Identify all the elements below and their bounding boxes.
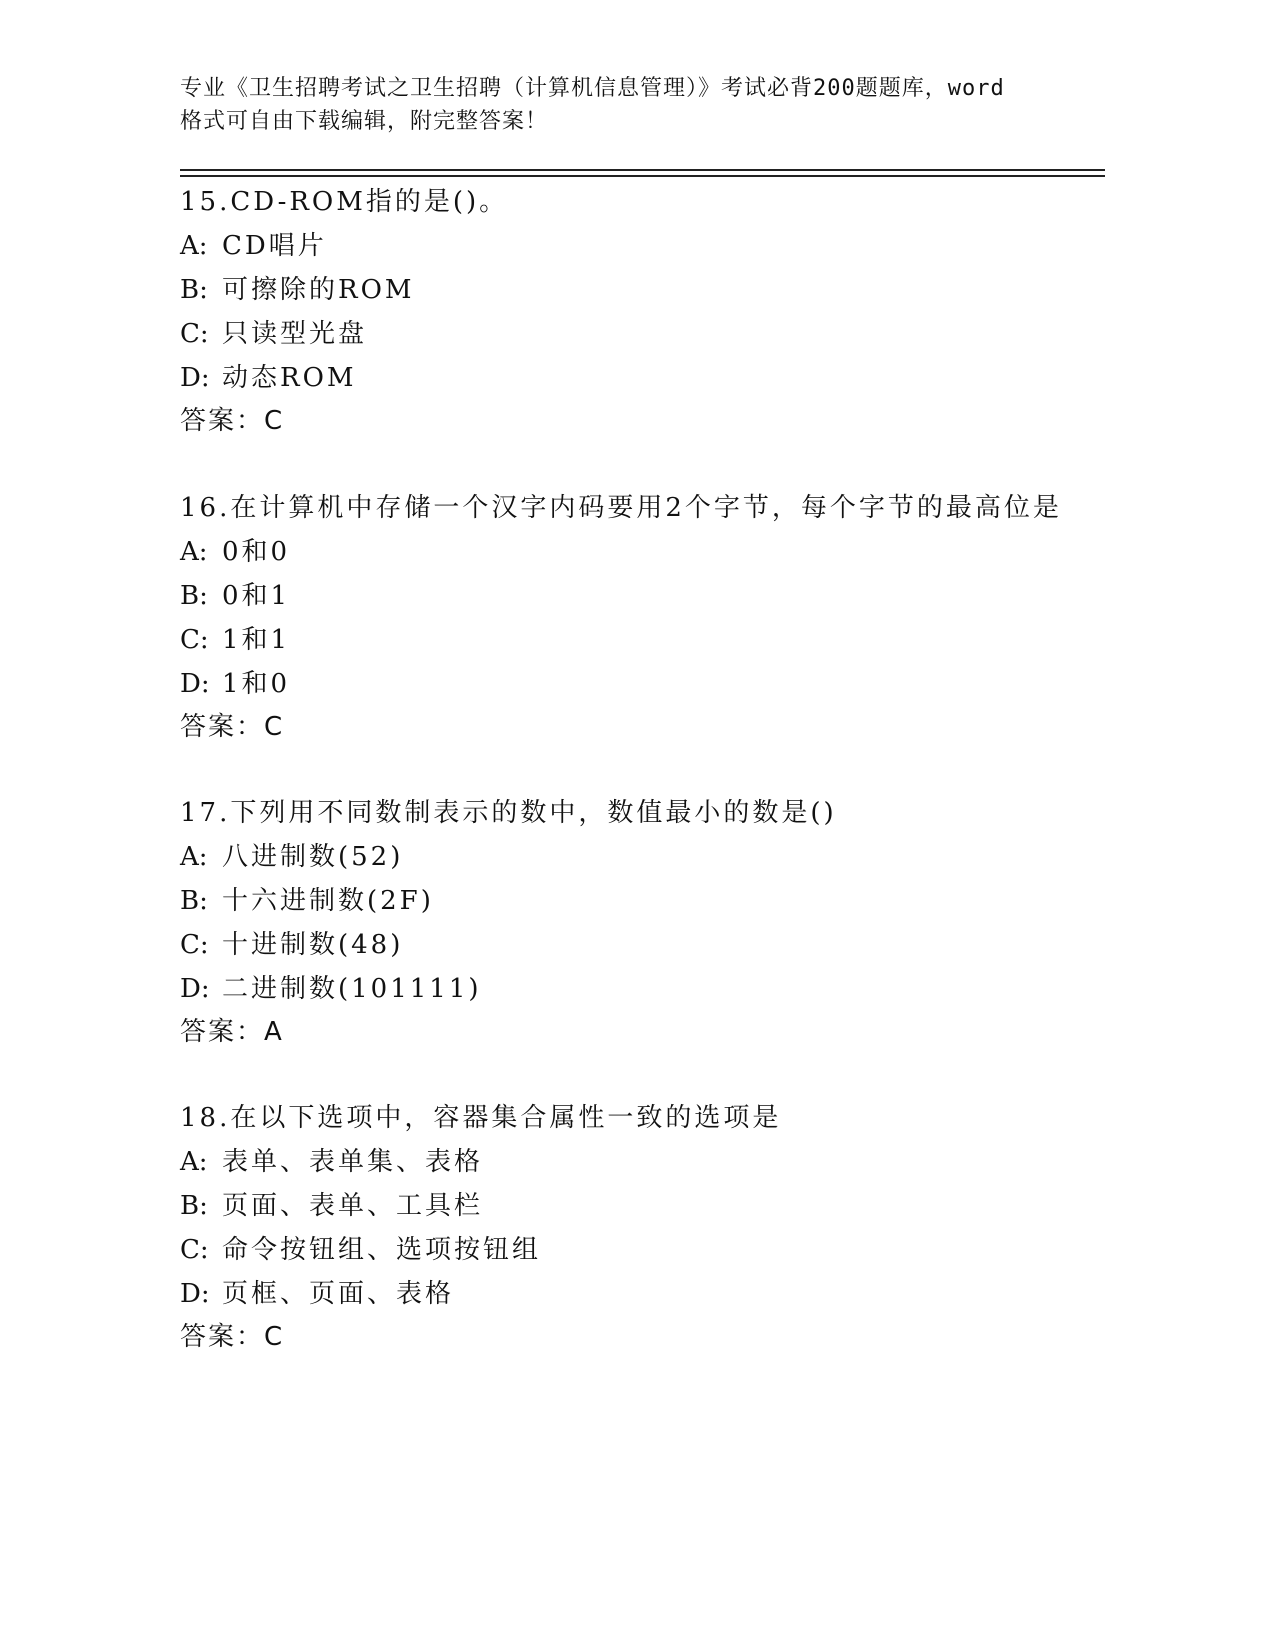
option-a xyxy=(180,224,327,268)
option-b xyxy=(180,1184,483,1228)
answer-line xyxy=(180,1010,284,1054)
answer-line xyxy=(180,1315,284,1359)
option-label: A: xyxy=(180,231,208,261)
question-text: 18.在以下选项中，容器集合属性一致的选项是 xyxy=(180,1103,782,1133)
answer-value: A xyxy=(264,1017,284,1047)
option-text: 1和1 xyxy=(222,625,291,655)
option-text: 0和1 xyxy=(222,581,291,611)
option-label: B: xyxy=(180,275,208,305)
header-line-1: 专业《卫生招聘考试之卫生招聘（计算机信息管理）》考试必背200题题库，word xyxy=(180,76,1005,101)
header-line-2: 格式可自由下载编辑，附完整答案！ xyxy=(180,109,549,134)
option-a xyxy=(180,530,290,574)
question-text: 16.在计算机中存储一个汉字内码要用2个字节，每个字节的最高位是 xyxy=(180,493,1062,523)
option-c xyxy=(180,1228,541,1272)
option-text: CD唱片 xyxy=(222,231,327,261)
option-text: 十进制数(48) xyxy=(222,930,404,960)
option-label: C: xyxy=(180,1235,209,1265)
option-d xyxy=(180,1272,454,1316)
option-text: 1和0 xyxy=(222,669,291,699)
option-text: 八进制数(52) xyxy=(222,842,404,872)
option-d xyxy=(180,662,290,706)
option-label: D: xyxy=(180,363,210,393)
option-b xyxy=(180,268,415,312)
answer-label: 答案： xyxy=(180,1017,265,1047)
option-label: A: xyxy=(180,537,208,567)
option-text: 页面、表单、工具栏 xyxy=(222,1191,484,1221)
option-text: 二进制数(101111) xyxy=(222,974,482,1004)
option-text: 0和0 xyxy=(222,537,291,567)
option-label: D: xyxy=(180,669,210,699)
option-text: 只读型光盘 xyxy=(222,319,368,349)
option-label: B: xyxy=(180,1191,208,1221)
option-c xyxy=(180,618,290,662)
answer-line xyxy=(180,399,284,443)
option-c xyxy=(180,923,403,967)
option-label: A: xyxy=(180,842,208,872)
option-label: C: xyxy=(180,319,209,349)
option-b xyxy=(180,574,290,618)
option-b xyxy=(180,879,434,923)
option-text: 页框、页面、表格 xyxy=(222,1279,455,1309)
answer-label: 答案： xyxy=(180,712,265,742)
header-divider-bottom xyxy=(180,175,1105,177)
option-label: B: xyxy=(180,886,208,916)
option-text: 动态ROM xyxy=(222,363,357,393)
option-text: 表单、表单集、表格 xyxy=(222,1147,484,1177)
answer-label: 答案： xyxy=(180,406,265,436)
option-a xyxy=(180,1140,483,1184)
option-c xyxy=(180,312,367,356)
option-a xyxy=(180,835,403,879)
answer-value: C xyxy=(264,406,285,436)
option-text: 十六进制数(2F) xyxy=(222,886,434,916)
option-label: D: xyxy=(180,1279,210,1309)
document-header xyxy=(180,72,1060,138)
header-divider-top xyxy=(180,169,1105,171)
answer-label: 答案： xyxy=(180,1322,265,1352)
option-label: B: xyxy=(180,581,208,611)
question-text: 17.下列用不同数制表示的数中，数值最小的数是() xyxy=(180,798,837,828)
option-label: A: xyxy=(180,1147,208,1177)
option-d xyxy=(180,356,357,400)
option-text: 可擦除的ROM xyxy=(222,275,415,305)
option-label: C: xyxy=(180,930,209,960)
answer-line xyxy=(180,705,284,749)
option-d xyxy=(180,967,482,1011)
option-text: 命令按钮组、选项按钮组 xyxy=(222,1235,542,1265)
option-label: D: xyxy=(180,974,210,1004)
question-text: 15.CD-ROM指的是()。 xyxy=(180,187,509,217)
answer-value: C xyxy=(264,1322,285,1352)
option-label: C: xyxy=(180,625,209,655)
answer-value: C xyxy=(264,712,285,742)
